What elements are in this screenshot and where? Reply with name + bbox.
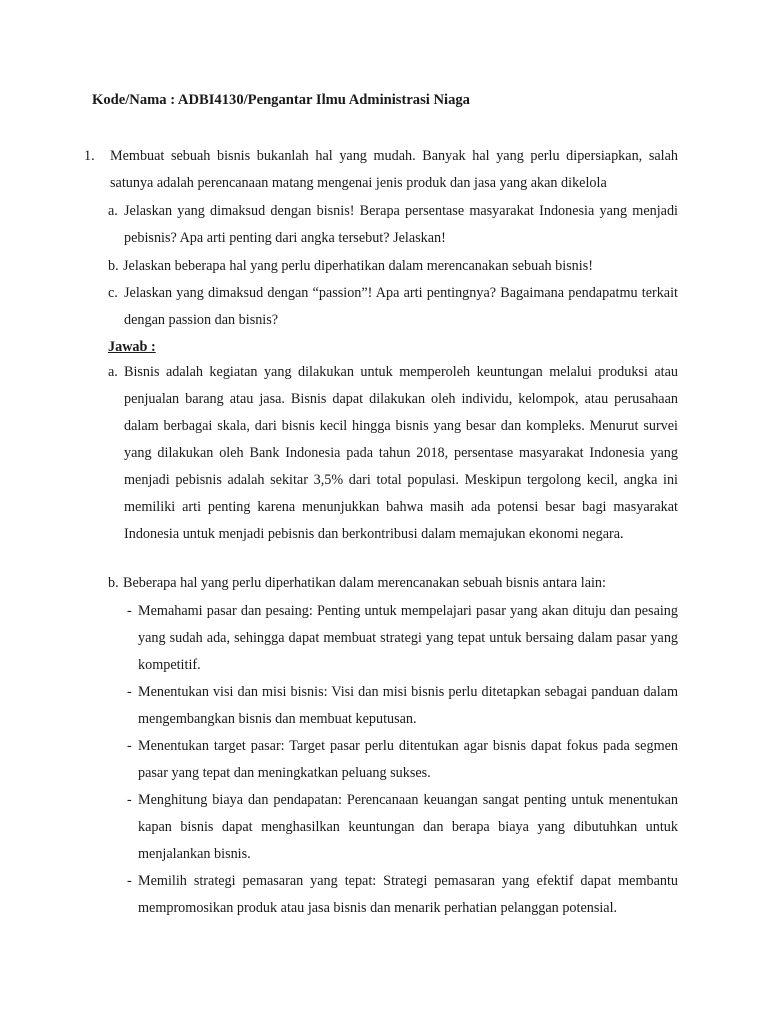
bullet-dash: -	[127, 738, 132, 754]
subquestion-a-label: a.	[108, 203, 118, 219]
bullet-dash: -	[127, 684, 132, 700]
bullet-dash: -	[127, 873, 132, 889]
answer-a-label: a.	[108, 364, 118, 380]
question-number: 1.	[84, 148, 95, 164]
answer-b-label: b.	[108, 575, 119, 591]
answer-heading: Jawab :	[108, 339, 156, 355]
subquestion-c-label: c.	[108, 285, 118, 301]
bullet-item-target: Menentukan target pasar: Target pasar perlu ditentukan agar bisnis dapat fokus pada segmen pasar yang tepat dan meningkatkan peluang sukses.	[138, 738, 678, 781]
subquestion-c-text: Jelaskan yang dimaksud dengan “passion”! Apa arti pentingnya? Bagaimana pendapatmu terkait dengan passion dan bisnis?	[124, 285, 678, 328]
course-header: Kode/Nama : ADBI4130/Pengantar Ilmu Administrasi Niaga	[92, 92, 470, 108]
subquestion-a-text: Jelaskan yang dimaksud dengan bisnis! Berapa persentase masyarakat Indonesia yang menjadi pebisnis? Apa arti penting dari angka tersebut? Jelaskan!	[124, 203, 678, 246]
bullet-item-cost: Menghitung biaya dan pendapatan: Perencanaan keuangan sangat penting untuk menentukan kapan bisnis dapat menghasilkan keuntungan dan berapa biaya yang dibutuhkan untuk menjalankan bisnis.	[138, 792, 678, 862]
subquestion-b-label: b.	[108, 258, 119, 274]
bullet-dash: -	[127, 603, 132, 619]
bullet-item-market: Memahami pasar dan pesaing: Penting untuk mempelajari pasar yang akan dituju dan pesaing yang sudah ada, sehingga dapat membuat strategi yang tepat untuk bersaing dalam pasar yang kompetitif.	[138, 603, 678, 673]
bullet-item-vision: Menentukan visi dan misi bisnis: Visi dan misi bisnis perlu ditetapkan sebagai panduan dalam mengembangkan bisnis dan membuat keputusan.	[138, 684, 678, 727]
bullet-dash: -	[127, 792, 132, 808]
subquestion-b-text: Jelaskan beberapa hal yang perlu diperhatikan dalam merencanakan sebuah bisnis!	[123, 258, 593, 274]
answer-a-text: Bisnis adalah kegiatan yang dilakukan untuk memperoleh keuntungan melalui produksi atau penjualan barang atau jasa. Bisnis dapat dilakukan oleh individu, kelompok, atau perusahaan dalam berbagai skala, dari bisnis kecil hingga bisnis yang besar dan kompleks. Menurut survei yang dilakukan oleh Bank Indonesia pada tahun 2018, persentase masyarakat Indonesia yang menjadi pebisnis adalah sekitar 3,5% dari total populasi. Meskipun tergolong kecil, angka ini memiliki arti penting karena menunjukkan bahwa masih ada potensi besar bagi masyarakat Indonesia untuk menjadi pebisnis dan berkontribusi dalam memajukan ekonomi negara.	[124, 364, 678, 542]
answer-b-intro: Beberapa hal yang perlu diperhatikan dalam merencanakan sebuah bisnis antara lain:	[123, 575, 606, 591]
bullet-item-marketing: Memilih strategi pemasaran yang tepat: Strategi pemasaran yang efektif dapat membantu mempromosikan produk atau jasa bisnis dan menarik perhatian pelanggan potensial.	[138, 873, 678, 916]
question-text: Membuat sebuah bisnis bukanlah hal yang mudah. Banyak hal yang perlu dipersiapkan, salah satunya adalah perencanaan matang mengenai jenis produk dan jasa yang akan dikelola	[110, 148, 678, 191]
